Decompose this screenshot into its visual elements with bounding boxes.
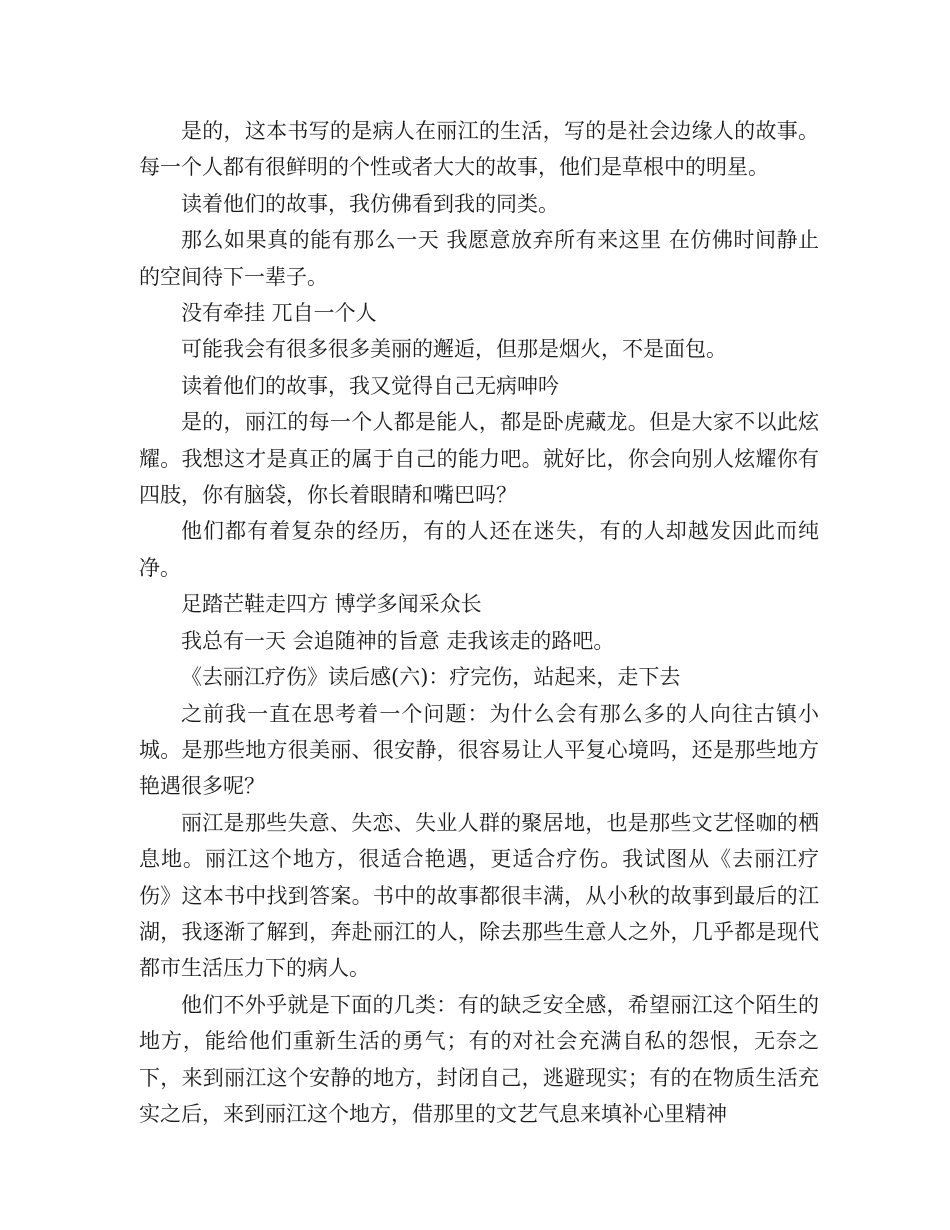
body-text (139, 113, 819, 1132)
paragraph: 他们都有着复杂的经历，有的人还在迷失，有的人却越发因此而纯净。 (139, 519, 819, 580)
paragraph: 读着他们的故事，我又觉得自己无病呻吟 (181, 373, 559, 398)
paragraph: 他们不外乎就是下面的几类：有的缺乏安全感，希望丽江这个陌生的地方，能给他们重新生活的勇气；有的对社会充满自私的怨恨，无奈之下，来到丽江这个安静的地方，封闭自己，逃避现实；有的在物质生活充实之后，来到丽江这个地方，借那里的文艺气息来填补心里精神 (139, 992, 819, 1126)
paragraph: 可能我会有很多很多美丽的邂逅，但那是烟火，不是面包。 (181, 337, 727, 362)
paragraph: 读着他们的故事，我仿佛看到我的同类。 (181, 191, 559, 216)
section-heading: 《去丽江疗伤》读后感(六)：疗完伤，站起来，走下去 (181, 665, 681, 690)
paragraph: 是的，丽江的每一个人都是能人，都是卧虎藏龙。但是大家不以此炫耀。我想这才是真正的属于自己的能力吧。就好比，你会向别人炫耀你有四肢，你有脑袋，你长着眼睛和嘴巴吗？ (139, 410, 819, 508)
paragraph: 丽江是那些失意、失恋、失业人群的聚居地，也是那些文艺怪咖的栖息地。丽江这个地方，很适合艳遇，更适合疗伤。我试图从《去丽江疗伤》这本书中找到答案。书中的故事都很丰满，从小秋的故事到最后的江湖，我逐渐了解到，奔赴丽江的人，除去那些生意人之外，几乎都是现代都市生活压力下的病人。 (139, 810, 819, 981)
paragraph: 是的，这本书写的是病人在丽江的生活，写的是社会边缘人的故事。每一个人都有很鲜明的个性或者大大的故事，他们是草根中的明星。 (139, 119, 819, 180)
paragraph: 我总有一天 会追随神的旨意 走我该走的路吧。 (181, 628, 615, 653)
paragraph: 足踏芒鞋走四方 博学多闻采众长 (181, 592, 482, 617)
paragraph: 之前我一直在思考着一个问题：为什么会有那么多的人向往古镇小城。是那些地方很美丽、很安静，很容易让人平复心境吗，还是那些地方艳遇很多呢？ (139, 701, 819, 799)
paragraph: 没有牵挂 兀自一个人 (181, 301, 377, 326)
paragraph: 那么如果真的能有那么一天 我愿意放弃所有来这里 在仿佛时间静止的空间待下一辈子。 (139, 228, 819, 289)
